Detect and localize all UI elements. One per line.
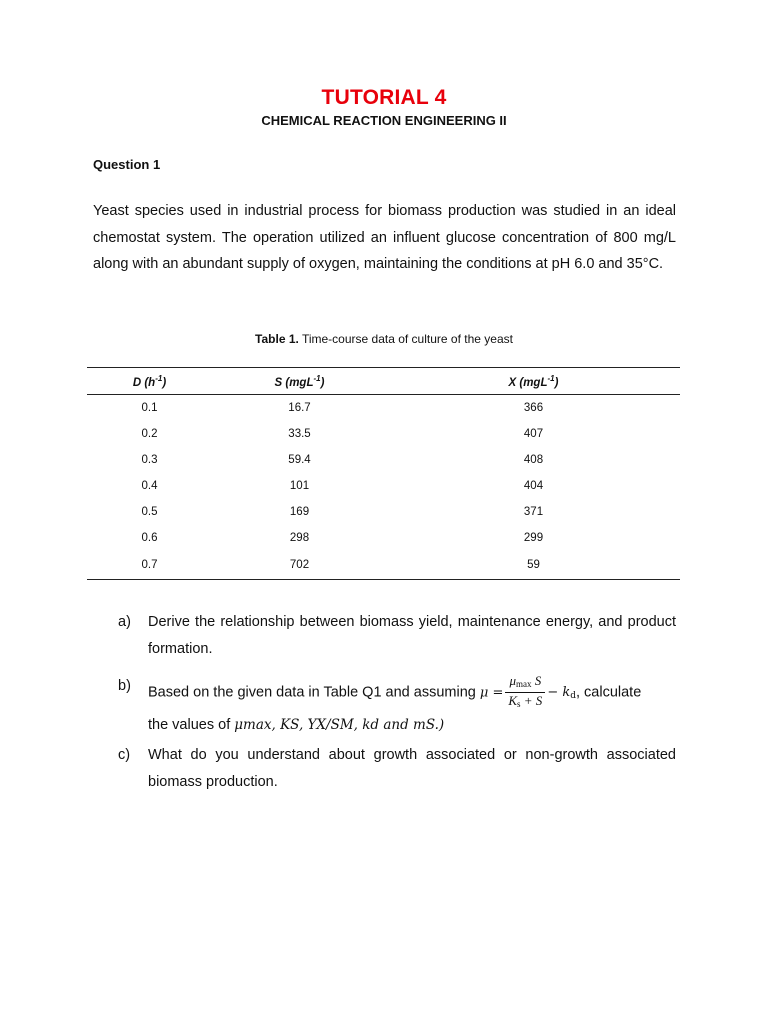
table-row — [87, 525, 680, 551]
cell-d: 0.4 — [141, 480, 158, 492]
table-caption — [0, 332, 768, 346]
cell-s: 16.7 — [288, 402, 311, 414]
question-intro: Yeast species used in industrial process for biomass production was studied in an ideal chemostat system. The operation utilized an influent glucose concentration of 800 mg/L along with an abundant supply of oxygen, maintaining the conditions at pH 6.0 and 35°C. — [93, 203, 676, 272]
formula-tail: − $k_d$ — [547, 685, 576, 702]
monod-fraction — [505, 673, 545, 712]
part-a-marker: a) — [118, 614, 131, 630]
cell-s: 702 — [212, 551, 387, 580]
cell-d: 0.1 — [141, 402, 158, 414]
cell-s: 59.4 — [288, 454, 311, 466]
table-row — [87, 447, 680, 473]
cell-x: 366 — [523, 402, 544, 414]
cell-s: 101 — [289, 480, 310, 492]
cell-d: 0.7 — [87, 551, 212, 580]
header-d: D $(h^{-1})$ — [87, 368, 212, 395]
cell-d: 0.2 — [141, 428, 158, 440]
cell-s: 169 — [289, 506, 310, 518]
table-header-row — [87, 368, 680, 395]
formula-mu: μ = — [479, 685, 504, 701]
part-c-text: What do you understand about growth associated or non-growth associated biomass production. — [148, 747, 676, 790]
cell-x: 407 — [523, 428, 544, 440]
part-b-marker: b) — [118, 678, 131, 694]
page-title: TUTORIAL 4 — [321, 86, 447, 109]
table-row — [87, 499, 680, 525]
fraction-numerator: $\mu_{max}$ S — [505, 673, 545, 693]
part-b-lead: Based on the given data in Table Q1 and assuming — [148, 684, 476, 701]
table-caption-text: Time-course data of culture of the yeast — [298, 332, 513, 346]
table-caption-label: Table 1. — [255, 332, 299, 346]
cell-x: 404 — [523, 480, 544, 492]
part-b-text — [148, 673, 676, 739]
part-b-trail: , calculate — [575, 684, 642, 701]
part-a-text: Derive the relationship between biomass yield, maintenance energy, and product formation. — [148, 614, 676, 657]
data-table — [87, 367, 680, 580]
cell-d: 0.6 — [141, 532, 158, 544]
question-label: Question 1 — [93, 157, 161, 172]
part-b-variables: μmax, KS, YX/SM, kd and mS.) — [234, 717, 445, 733]
header-x: X (mgL$^{-1}$) — [387, 368, 680, 395]
part-b-line2: the values of — [148, 717, 231, 733]
cell-x: 299 — [523, 532, 544, 544]
part-c-marker: c) — [118, 747, 131, 763]
table-row — [87, 421, 680, 447]
table-row — [87, 473, 680, 499]
cell-s: 298 — [289, 532, 310, 544]
cell-x: 408 — [523, 454, 544, 466]
course-subtitle: CHEMICAL REACTION ENGINEERING II — [261, 113, 507, 128]
cell-d: 0.5 — [141, 506, 158, 518]
table-row — [87, 395, 680, 422]
cell-d: 0.3 — [141, 454, 158, 466]
header-s: S (mgL$^{-1}$) — [212, 368, 387, 395]
fraction-denominator: $K_s + S$ — [508, 693, 543, 709]
cell-x: 371 — [523, 506, 544, 518]
cell-s: 33.5 — [288, 428, 311, 440]
cell-x: 59 — [387, 551, 680, 580]
table-row — [87, 551, 680, 580]
